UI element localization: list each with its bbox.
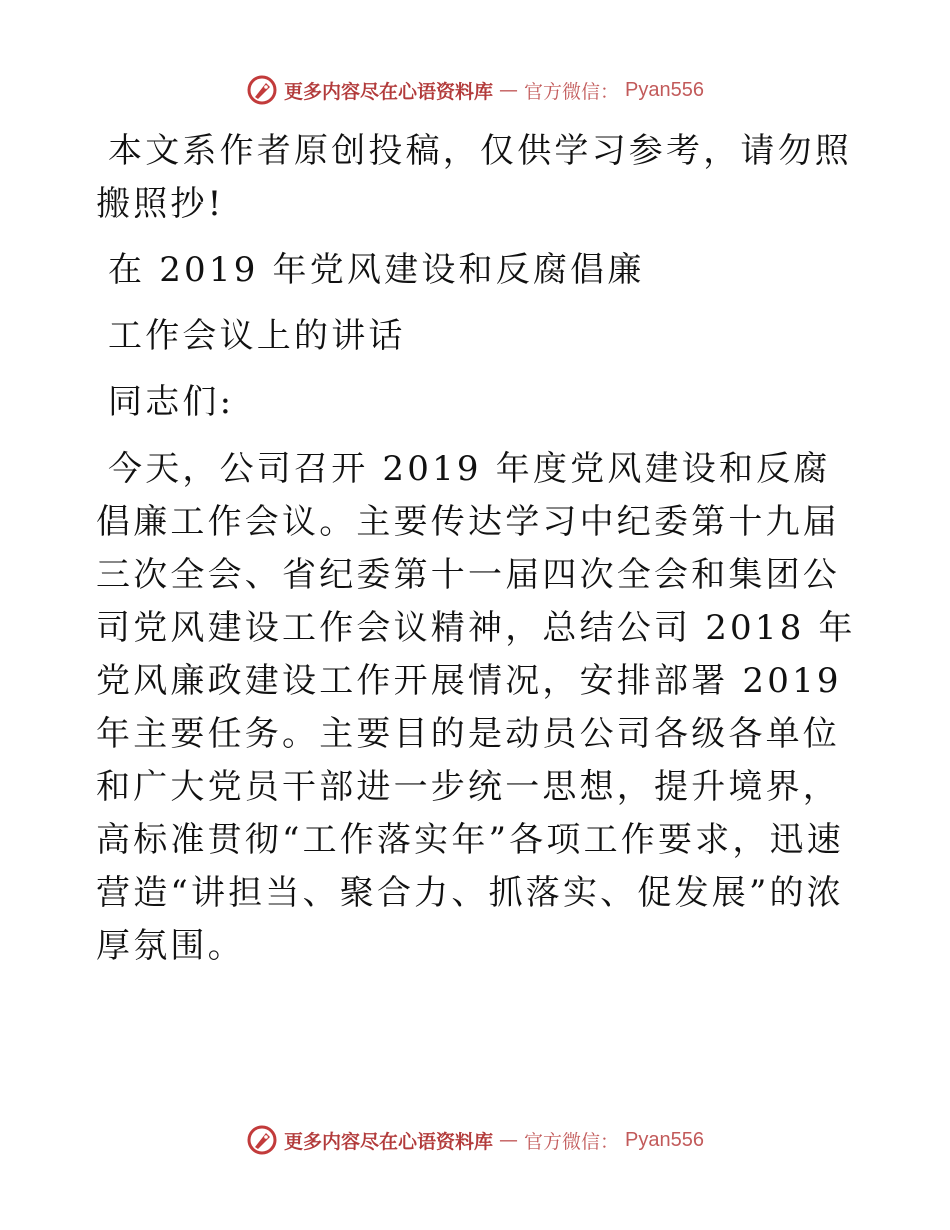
body-paragraph: 今天，公司召开 2019 年度党风建设和反腐倡廉工作会议。主要传达学习中纪委第十九届三次全会、省纪委第十一届四次全会和集团公司党风建设工作会议精神，总结公司 2018 年党风廉政建设工作开展情况，安排部署 2019 年主要任务。主要目的是动员公司各级各单位和广大党员干部进一步统一思想，提升境界，高标准贯彻“工作落实年”各项工作要求，迅速营造“讲担当、聚合力、抓落实、促发展”的浓厚氛围。 [96, 449, 856, 966]
banner-title: 更多内容尽在心语资料库 [284, 1130, 494, 1153]
banner-separator: — [499, 79, 519, 101]
copyright-notice: 本文系作者原创投稿，仅供学习参考，请勿照搬照抄! [96, 131, 852, 224]
document-body [96, 120, 856, 973]
greeting: 同志们: [108, 382, 235, 422]
banner-title: 更多内容尽在心语资料库 [284, 80, 494, 103]
banner-wechat-label: 官方微信： [524, 80, 620, 103]
footer-banner [0, 1120, 950, 1160]
banner-wechat-id: Pyan556 [625, 1128, 704, 1151]
speech-title-line1: 在 2019 年党风建设和反腐倡廉 [108, 250, 645, 290]
pen-nib-logo-icon [246, 1124, 278, 1156]
banner-separator: — [499, 1129, 519, 1151]
speech-title-line2: 工作会议上的讲话 [108, 316, 406, 356]
pen-nib-logo-icon [246, 74, 278, 106]
banner-wechat-id: Pyan556 [625, 78, 704, 101]
header-banner [0, 70, 950, 110]
banner-wechat-label: 官方微信： [524, 1130, 620, 1153]
